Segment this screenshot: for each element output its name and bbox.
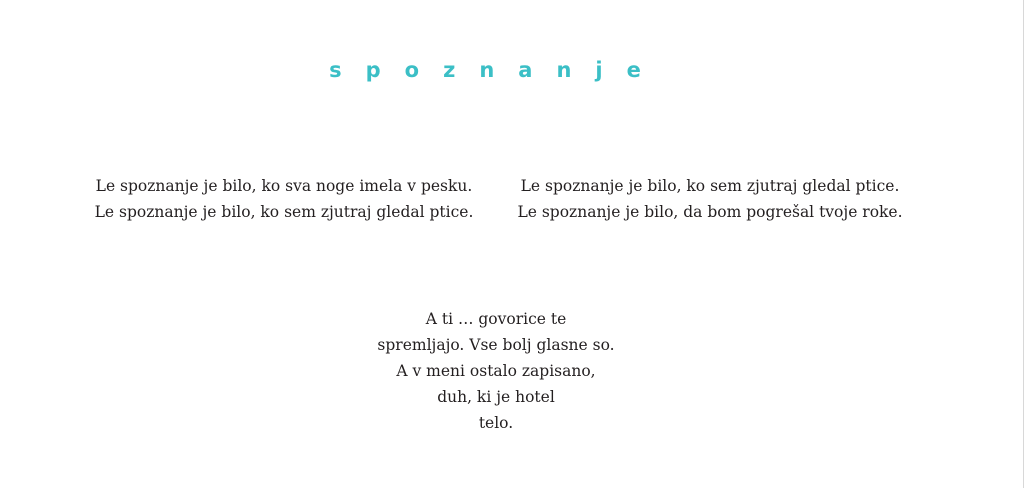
poem-line: Le spoznanje je bilo, da bom pogrešal tvoje roke. — [517, 203, 903, 221]
poem-line: spremljajo. Vse bolj glasne so. — [377, 336, 615, 354]
poem-line: Le spoznanje je bilo, ko sva noge imela v pesku. — [95, 177, 473, 195]
poem-line: A v meni ostalo zapisano, — [396, 362, 596, 380]
poem-line: Le spoznanje je bilo, ko sem zjutraj gledal ptice. — [520, 177, 900, 195]
poem-line: Le spoznanje je bilo, ko sem zjutraj gledal ptice. — [94, 203, 474, 221]
poem-line: A ti … govorice te — [425, 310, 567, 328]
stanza-center — [336, 306, 656, 436]
poem-title: spoznanje — [329, 58, 665, 82]
stanza-right — [510, 173, 910, 225]
poem-line: telo. — [478, 414, 514, 432]
poem-line: duh, ki je hotel — [437, 388, 555, 406]
stanza-left — [84, 173, 484, 225]
